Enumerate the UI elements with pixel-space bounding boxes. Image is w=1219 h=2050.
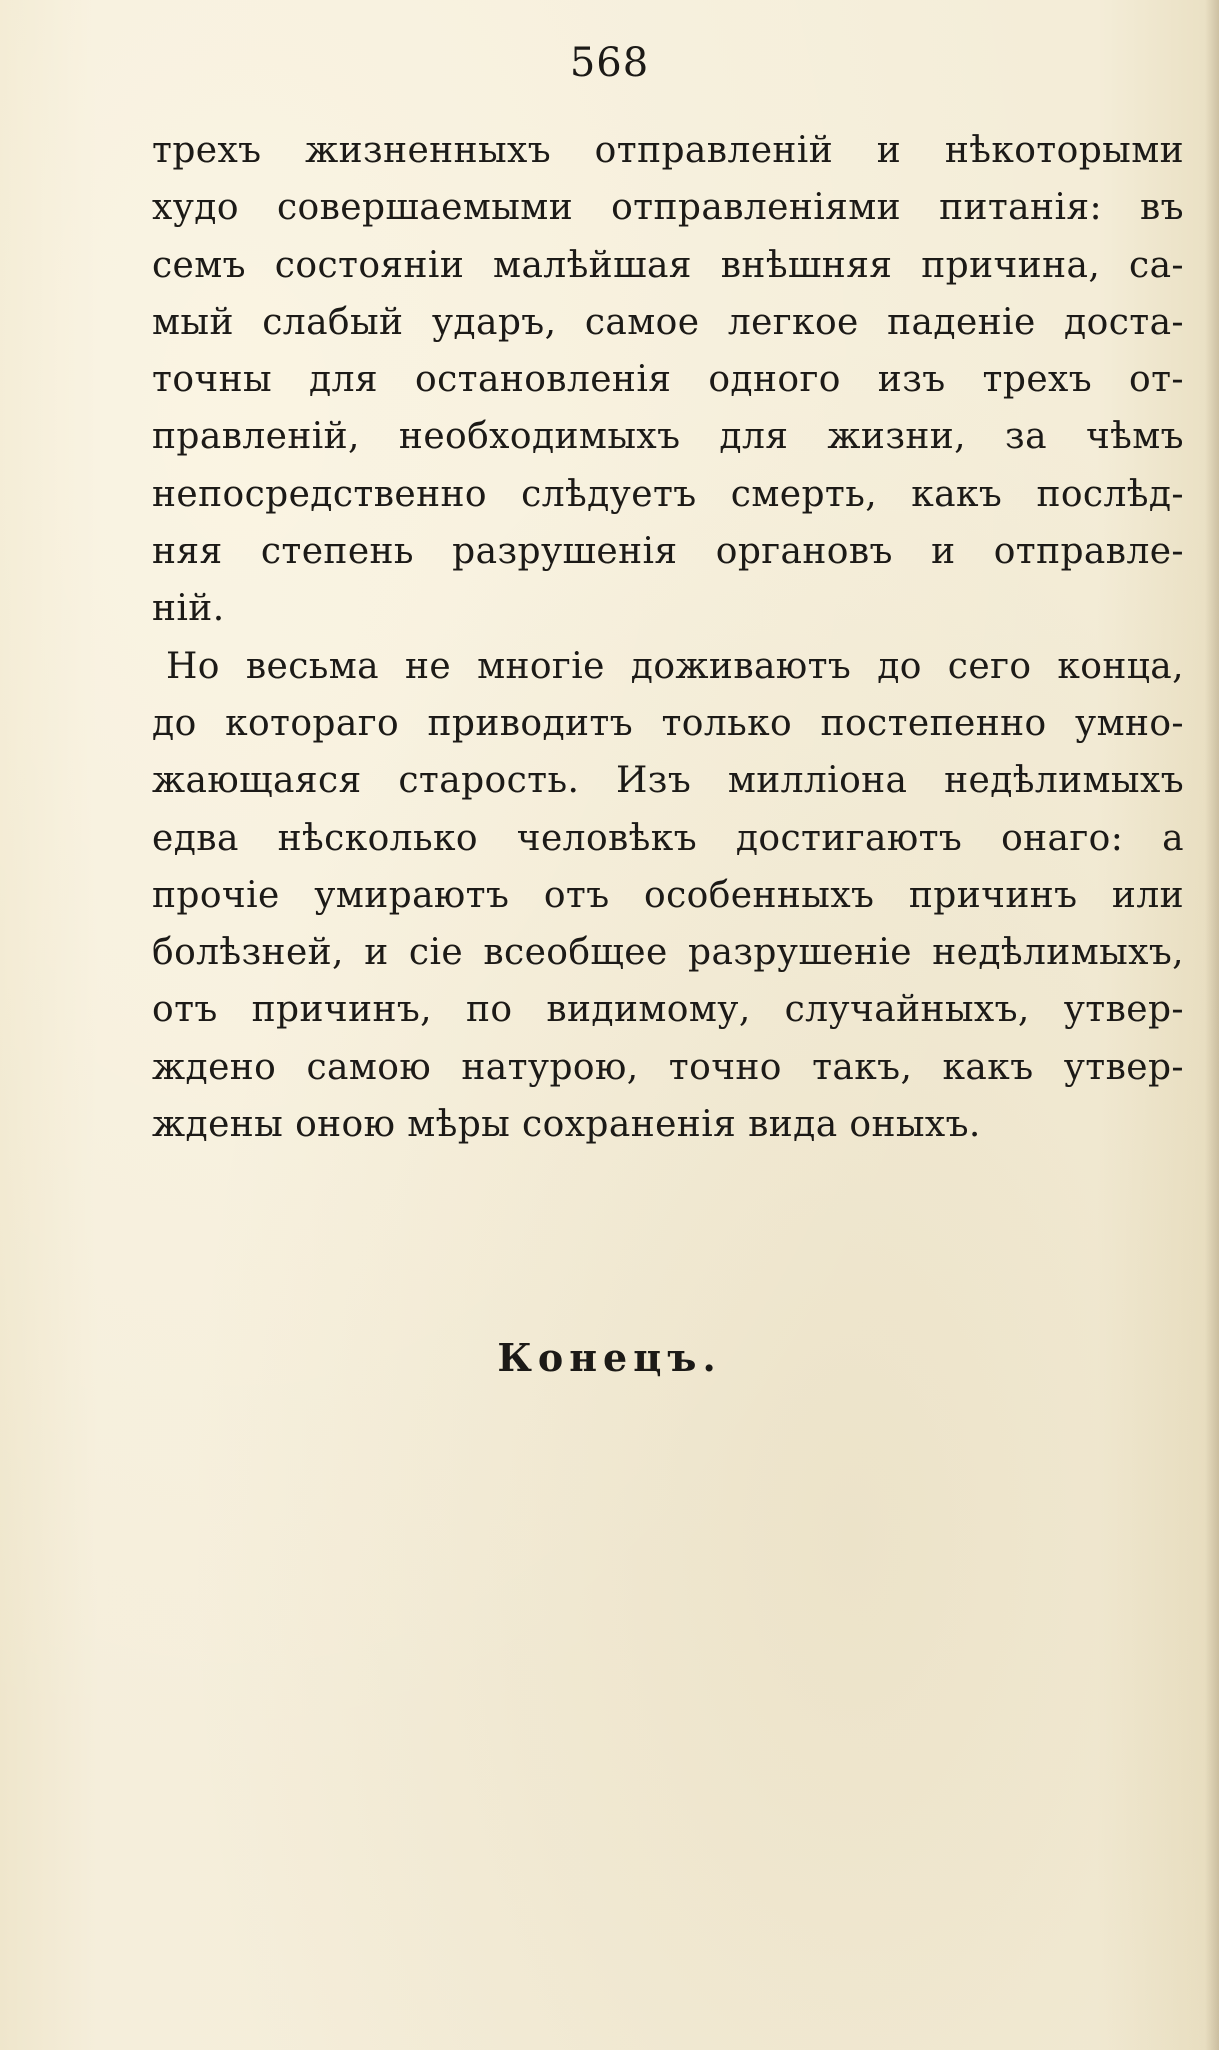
text-line: прочіе умираютъ отъ особенныхъ причинъ или [152, 874, 1184, 916]
page-number: 568 [569, 40, 650, 86]
page-edge-shadow [1205, 0, 1219, 2050]
text-line: правленій, необходимыхъ для жизни, за чѣмъ [152, 416, 1184, 458]
text-line: семъ состояніи малѣйшая внѣшняя причина, са- [152, 244, 1184, 286]
text-line: ній. [152, 588, 225, 630]
text-line: мый слабый ударъ, самое легкое паденіе доста- [152, 301, 1184, 343]
text-line: точны для остановленія одного изъ трехъ от- [152, 359, 1184, 401]
text-line: жающаяся старость. Изъ милліона недѣлимыхъ [152, 760, 1184, 802]
text-line: ждено самою натурою, точно такъ, какъ утвер- [152, 1046, 1184, 1088]
text-line: до котораго приводитъ только постепенно умно- [152, 702, 1184, 744]
text-line: худо совершаемыми отправленіями питанія: въ [152, 187, 1184, 229]
text-line: трехъ жизненныхъ отправленій и нѣкоторыми [152, 130, 1184, 171]
text-line: няя степень разрушенія органовъ и отправле- [152, 531, 1184, 573]
body-text [152, 122, 1184, 1153]
text-line: непосредственно слѣдуетъ смерть, какъ послѣд- [152, 473, 1184, 515]
text-line: ждены оною мѣры сохраненія вида оныхъ. [152, 1104, 981, 1146]
text-line: Но весьма не многіе доживаютъ до сего конца, [166, 645, 1184, 687]
text-line: отъ причинъ, по видимому, случайныхъ, утвер- [152, 989, 1184, 1031]
text-line: едва нѣсколько человѣкъ достигаютъ онаго: а [152, 817, 1184, 859]
text-line: болѣзней, и сіе всеобщее разрушеніе недѣлимыхъ, [152, 932, 1184, 974]
ending-heading: Конецъ. [497, 1335, 722, 1380]
